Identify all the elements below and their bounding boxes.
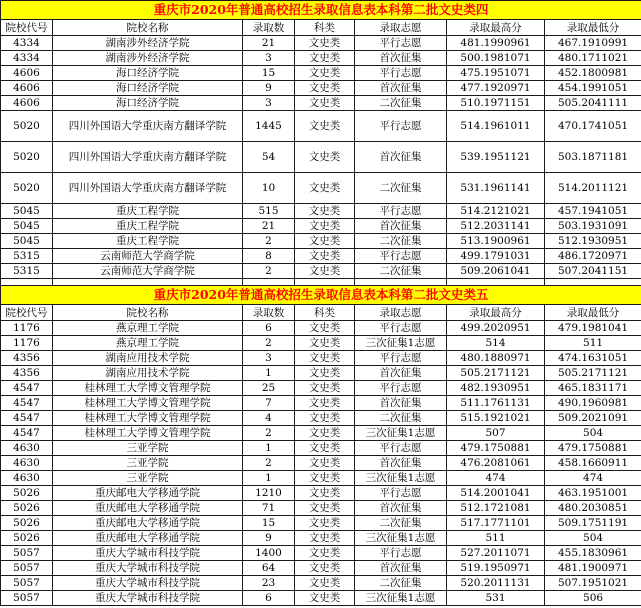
col-min-score: 474 [545,471,641,486]
col-school: 桂林理工大学博文管理学院 [53,426,243,441]
col-school: 燕京理工学院 [53,321,243,336]
col-code: 4356 [1,366,53,381]
col-count: 1 [243,366,295,381]
col-school: 湖南应用技术学院 [53,351,243,366]
col-code: 5045 [1,204,53,219]
col-count: 8 [243,249,295,264]
col-category: 文史类 [295,219,355,234]
col-code: 5057 [1,576,53,591]
blank-cell [243,279,295,286]
col-max-score: 510.1971151 [447,96,545,111]
section-title: 重庆市2020年普通高校招生录取信息表本科第二批文史类五 [1,286,641,305]
col-choice: 平行志愿 [355,546,447,561]
section-title-row [1,286,641,305]
blank-cell [447,279,545,286]
col-code: 5026 [1,531,53,546]
col-choice: 首次征集 [355,561,447,576]
table-row [1,264,641,279]
col-min-score: 479.1750881 [545,441,641,456]
col-min-score: 455.1830961 [545,546,641,561]
table-row [1,51,641,66]
col-count: 1400 [243,546,295,561]
table-row [1,249,641,264]
col-max-score: 512.1721081 [447,501,545,516]
col-code: 4630 [1,456,53,471]
col-school: 海口经济学院 [53,66,243,81]
table-body [1,1,641,606]
col-min-score: 503.1871181 [545,142,641,173]
col-code: 4606 [1,66,53,81]
header-cell: 录取数 [243,305,295,321]
col-min-score: 514.2011121 [545,173,641,204]
col-count: 4 [243,411,295,426]
col-code: 5026 [1,516,53,531]
header-row [1,305,641,321]
col-count: 64 [243,561,295,576]
col-school: 重庆邮电大学移通学院 [53,486,243,501]
col-code: 5045 [1,219,53,234]
col-category: 文史类 [295,411,355,426]
col-choice: 平行志愿 [355,111,447,142]
section-title-row [1,1,641,20]
col-choice: 平行志愿 [355,486,447,501]
table-row [1,111,641,142]
col-code: 1176 [1,321,53,336]
table-row [1,336,641,351]
col-school: 三亚学院 [53,441,243,456]
col-code: 5057 [1,561,53,576]
col-min-score: 490.1960981 [545,396,641,411]
col-school: 重庆邮电大学移通学院 [53,516,243,531]
col-max-score: 480.1880971 [447,351,545,366]
table-row [1,366,641,381]
col-school: 湖南应用技术学院 [53,366,243,381]
col-max-score: 531 [447,591,545,606]
table-row [1,36,641,51]
col-min-score: 511 [545,336,641,351]
col-count: 2 [243,456,295,471]
col-count: 9 [243,531,295,546]
col-count: 1 [243,441,295,456]
col-max-score: 519.1950971 [447,561,545,576]
col-category: 文史类 [295,426,355,441]
col-choice: 平行志愿 [355,381,447,396]
col-category: 文史类 [295,501,355,516]
col-max-score: 531.1961141 [447,173,545,204]
col-school: 重庆邮电大学移通学院 [53,501,243,516]
col-category: 文史类 [295,531,355,546]
col-school: 四川外国语大学重庆南方翻译学院 [53,173,243,204]
table-row [1,471,641,486]
col-choice: 首次征集 [355,396,447,411]
col-code: 4547 [1,381,53,396]
col-count: 3 [243,96,295,111]
col-code: 4606 [1,81,53,96]
col-choice: 三次征集1志愿 [355,426,447,441]
col-min-score: 463.1951001 [545,486,641,501]
col-choice: 首次征集 [355,142,447,173]
col-code: 4630 [1,441,53,456]
col-count: 25 [243,381,295,396]
col-max-score: 514.2121021 [447,204,545,219]
col-count: 6 [243,321,295,336]
col-choice: 平行志愿 [355,441,447,456]
col-min-score: 505.2041111 [545,96,641,111]
col-code: 5057 [1,591,53,606]
section-title: 重庆市2020年普通高校招生录取信息表本科第二批文史类四 [1,1,641,20]
col-count: 515 [243,204,295,219]
col-min-score: 504 [545,531,641,546]
col-max-score: 515.1921021 [447,411,545,426]
col-min-score: 480.2030851 [545,501,641,516]
table-row [1,204,641,219]
col-choice: 二次征集 [355,96,447,111]
col-min-score: 507.1951021 [545,576,641,591]
col-min-score: 474.1631051 [545,351,641,366]
col-category: 文史类 [295,396,355,411]
col-min-score: 458.1660911 [545,456,641,471]
col-max-score: 474 [447,471,545,486]
col-max-score: 513.1900961 [447,234,545,249]
col-choice: 平行志愿 [355,249,447,264]
col-max-score: 514.1961011 [447,111,545,142]
col-min-score: 506 [545,591,641,606]
col-code: 5057 [1,546,53,561]
col-count: 3 [243,351,295,366]
col-max-score: 500.1981071 [447,51,545,66]
table-row [1,66,641,81]
col-choice: 平行志愿 [355,36,447,51]
col-count: 15 [243,516,295,531]
col-min-score: 512.1930951 [545,234,641,249]
header-cell: 科类 [295,20,355,36]
col-choice: 平行志愿 [355,204,447,219]
col-school: 重庆工程学院 [53,234,243,249]
col-category: 文史类 [295,516,355,531]
col-code: 4334 [1,36,53,51]
col-min-score: 452.1800981 [545,66,641,81]
col-school: 重庆大学城市科技学院 [53,561,243,576]
table-row [1,142,641,173]
col-category: 文史类 [295,381,355,396]
col-max-score: 514.2001041 [447,486,545,501]
col-school: 三亚学院 [53,456,243,471]
col-school: 三亚学院 [53,471,243,486]
col-min-score: 457.1941051 [545,204,641,219]
table-row [1,411,641,426]
col-code: 4606 [1,96,53,111]
col-count: 2 [243,336,295,351]
col-category: 文史类 [295,576,355,591]
col-min-score: 509.1751191 [545,516,641,531]
col-min-score: 479.1981041 [545,321,641,336]
col-school: 重庆大学城市科技学院 [53,591,243,606]
col-choice: 二次征集 [355,173,447,204]
col-category: 文史类 [295,471,355,486]
table-row [1,456,641,471]
col-school: 四川外国语大学重庆南方翻译学院 [53,142,243,173]
col-max-score: 527.2011071 [447,546,545,561]
col-choice: 首次征集 [355,81,447,96]
col-count: 2 [243,426,295,441]
header-cell: 院校代号 [1,305,53,321]
header-cell: 录取最高分 [447,20,545,36]
col-count: 54 [243,142,295,173]
col-min-score: 507.2041151 [545,264,641,279]
col-min-score: 480.1711021 [545,51,641,66]
table-row [1,81,641,96]
blank-cell [53,279,243,286]
col-choice: 平行志愿 [355,321,447,336]
col-school: 海口经济学院 [53,96,243,111]
col-max-score: 477.1920971 [447,81,545,96]
col-count: 3 [243,51,295,66]
col-max-score: 476.2081061 [447,456,545,471]
col-count: 23 [243,576,295,591]
col-count: 1445 [243,111,295,142]
blank-cell [295,279,355,286]
col-code: 5045 [1,234,53,249]
col-category: 文史类 [295,561,355,576]
col-category: 文史类 [295,51,355,66]
table-row [1,591,641,606]
col-count: 7 [243,396,295,411]
col-max-score: 482.1930951 [447,381,545,396]
col-category: 文史类 [295,66,355,81]
table-row [1,501,641,516]
header-cell: 院校代号 [1,20,53,36]
col-code: 5020 [1,142,53,173]
col-category: 文史类 [295,591,355,606]
table-row [1,516,641,531]
col-code: 5020 [1,111,53,142]
col-count: 1 [243,471,295,486]
header-cell: 录取志愿 [355,20,447,36]
col-choice: 平行志愿 [355,66,447,81]
col-max-score: 505.2171121 [447,366,545,381]
header-cell: 科类 [295,305,355,321]
col-school: 燕京理工学院 [53,336,243,351]
col-school: 湖南涉外经济学院 [53,51,243,66]
col-count: 1210 [243,486,295,501]
table-row [1,576,641,591]
col-category: 文史类 [295,173,355,204]
table-row [1,396,641,411]
col-school: 云南师范大学商学院 [53,249,243,264]
col-min-score: 465.1831171 [545,381,641,396]
col-choice: 二次征集 [355,264,447,279]
col-min-score: 470.1741051 [545,111,641,142]
col-category: 文史类 [295,546,355,561]
col-choice: 三次征集1志愿 [355,336,447,351]
blank-cell [1,279,53,286]
col-school: 湖南涉外经济学院 [53,36,243,51]
col-choice: 首次征集 [355,456,447,471]
header-cell: 录取最低分 [545,305,641,321]
col-code: 1176 [1,336,53,351]
col-choice: 三次征集1志愿 [355,531,447,546]
col-max-score: 520.2011131 [447,576,545,591]
col-category: 文史类 [295,351,355,366]
col-code: 5026 [1,501,53,516]
col-count: 21 [243,36,295,51]
table-row [1,561,641,576]
col-choice: 二次征集 [355,411,447,426]
col-category: 文史类 [295,366,355,381]
col-code: 4547 [1,426,53,441]
col-school: 桂林理工大学博文管理学院 [53,411,243,426]
col-choice: 二次征集 [355,234,447,249]
col-max-score: 479.1750881 [447,441,545,456]
col-code: 4334 [1,51,53,66]
col-category: 文史类 [295,486,355,501]
col-school: 重庆邮电大学移通学院 [53,531,243,546]
table-row [1,351,641,366]
col-category: 文史类 [295,36,355,51]
col-school: 重庆工程学院 [53,204,243,219]
table-row [1,426,641,441]
col-max-score: 499.2020951 [447,321,545,336]
col-max-score: 499.1791031 [447,249,545,264]
header-cell: 录取最低分 [545,20,641,36]
header-cell: 录取数 [243,20,295,36]
col-code: 4356 [1,351,53,366]
header-cell: 录取最高分 [447,305,545,321]
col-category: 文史类 [295,142,355,173]
table-row [1,321,641,336]
col-school: 桂林理工大学博文管理学院 [53,381,243,396]
col-category: 文史类 [295,441,355,456]
col-school: 重庆大学城市科技学院 [53,546,243,561]
table-row [1,173,641,204]
header-cell: 院校名称 [53,305,243,321]
col-count: 2 [243,264,295,279]
header-row [1,20,641,36]
col-school: 重庆工程学院 [53,219,243,234]
blank-cell [545,279,641,286]
col-min-score: 503.1931091 [545,219,641,234]
col-category: 文史类 [295,204,355,219]
col-max-score: 509.2061041 [447,264,545,279]
col-code: 4630 [1,471,53,486]
col-category: 文史类 [295,321,355,336]
col-choice: 首次征集 [355,219,447,234]
col-school: 重庆大学城市科技学院 [53,576,243,591]
col-min-score: 505.2171121 [545,366,641,381]
col-min-score: 504 [545,426,641,441]
col-code: 4547 [1,411,53,426]
col-max-score: 511 [447,531,545,546]
header-cell: 院校名称 [53,20,243,36]
col-category: 文史类 [295,264,355,279]
table-row [1,441,641,456]
col-category: 文史类 [295,81,355,96]
col-school: 四川外国语大学重庆南方翻译学院 [53,111,243,142]
col-min-score: 486.1720971 [545,249,641,264]
col-max-score: 539.1951121 [447,142,545,173]
col-max-score: 507 [447,426,545,441]
col-choice: 首次征集 [355,366,447,381]
col-count: 10 [243,173,295,204]
col-code: 5026 [1,486,53,501]
col-category: 文史类 [295,234,355,249]
table-row [1,381,641,396]
col-choice: 二次征集 [355,516,447,531]
col-max-score: 481.1990961 [447,36,545,51]
col-max-score: 512.2031141 [447,219,545,234]
blank-cell [355,279,447,286]
col-count: 6 [243,591,295,606]
col-min-score: 454.1991051 [545,81,641,96]
col-school: 海口经济学院 [53,81,243,96]
col-min-score: 467.1910991 [545,36,641,51]
col-count: 9 [243,81,295,96]
col-code: 4547 [1,396,53,411]
col-choice: 首次征集 [355,501,447,516]
col-category: 文史类 [295,96,355,111]
col-school: 桂林理工大学博文管理学院 [53,396,243,411]
col-count: 71 [243,501,295,516]
col-code: 5315 [1,249,53,264]
col-category: 文史类 [295,249,355,264]
table-row [1,234,641,249]
col-count: 15 [243,66,295,81]
table-row [1,96,641,111]
table-row [1,531,641,546]
col-count: 2 [243,234,295,249]
col-category: 文史类 [295,111,355,142]
col-max-score: 511.1761131 [447,396,545,411]
col-school: 云南师范大学商学院 [53,264,243,279]
table-row [1,219,641,234]
col-max-score: 514 [447,336,545,351]
col-choice: 三次征集1志愿 [355,591,447,606]
blank-row [1,279,641,286]
col-category: 文史类 [295,336,355,351]
col-count: 21 [243,219,295,234]
col-choice: 二次征集 [355,576,447,591]
col-code: 5020 [1,173,53,204]
col-choice: 三次征集1志愿 [355,471,447,486]
col-category: 文史类 [295,456,355,471]
col-max-score: 475.1951071 [447,66,545,81]
col-choice: 平行志愿 [355,351,447,366]
header-cell: 录取志愿 [355,305,447,321]
col-min-score: 481.1900971 [545,561,641,576]
col-choice: 首次征集 [355,51,447,66]
col-min-score: 509.2021091 [545,411,641,426]
table-row [1,546,641,561]
table-row [1,486,641,501]
col-code: 5315 [1,264,53,279]
col-max-score: 517.1771101 [447,516,545,531]
